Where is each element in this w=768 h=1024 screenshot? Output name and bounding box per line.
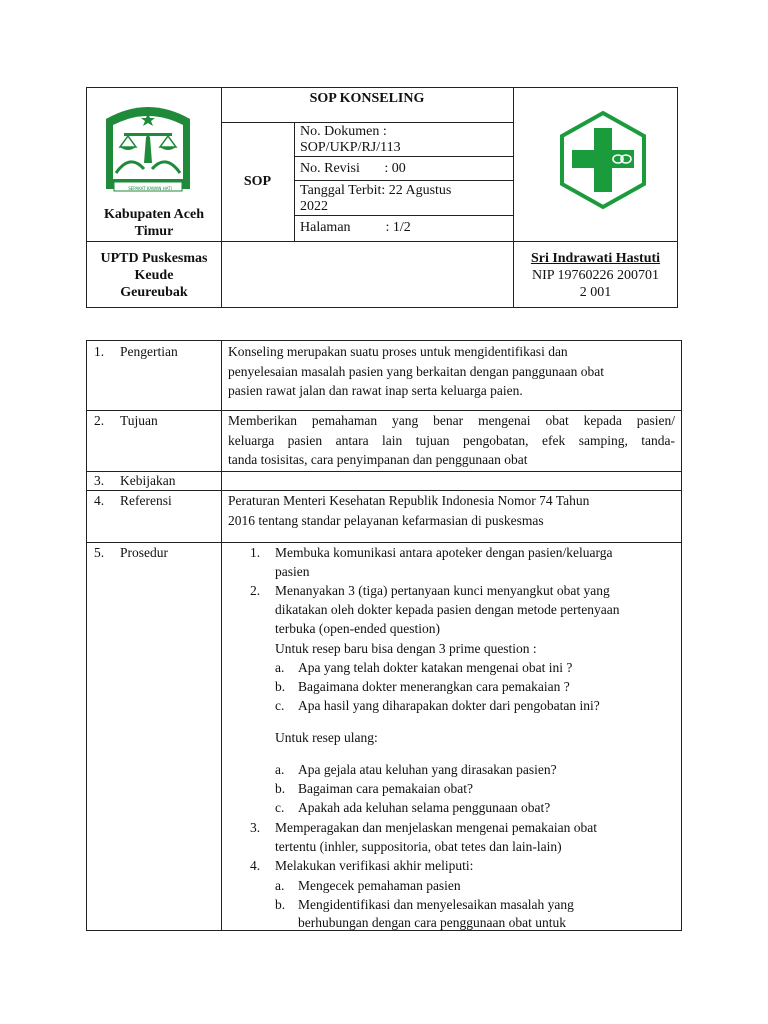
emblem-banner-text: SEPAKAT KAWAN HATI (128, 186, 172, 191)
repeat-rx-intro: Untuk resep ulang: (275, 730, 378, 745)
section-label-prosedur: Prosedur (120, 545, 168, 560)
header-table (86, 87, 678, 308)
divider (87, 471, 681, 472)
new-rx-question: Bagaimana dokter menerangkan cara pemakaian ? (298, 679, 570, 694)
unit-name-line2: Keude (134, 268, 174, 283)
tujuan-text (228, 411, 675, 470)
aceh-timur-emblem-icon (100, 101, 196, 199)
step-1-line: pasien (275, 564, 310, 579)
verify-item: berhubungan dengan cara penggunaan obat untuk (298, 915, 567, 930)
text-line: pasien rawat jalan dan rawat inap serta keluarga paien. (228, 383, 523, 398)
item-letter: a. (275, 762, 285, 777)
issue-date: Tanggal Terbit: 22 Agustus (300, 183, 452, 198)
unit-name-line1: UPTD Puskesmas (100, 251, 208, 266)
step-2-line: Menanyakan 3 (tiga) pertanyaan kunci menyangkut obat yang (275, 583, 610, 598)
divider (294, 180, 513, 181)
new-rx-question: Apa yang telah dokter katakan mengenai obat ini ? (298, 660, 573, 675)
page-number: Halaman : 1/2 (300, 220, 411, 235)
section-label-referensi: Referensi (120, 493, 172, 508)
signer-nip-cont: 2 001 (579, 285, 612, 300)
pengertian-text (228, 342, 675, 401)
step-number: 1. (250, 545, 261, 560)
item-letter: b. (275, 679, 286, 694)
doc-number-label: No. Dokumen : (300, 124, 387, 139)
item-letter: b. (275, 897, 286, 912)
issue-year: 2022 (300, 199, 328, 214)
step-4-line: Melakukan verifikasi akhir meliputi: (275, 858, 474, 873)
section-number: 3. (94, 473, 105, 488)
section-number: 2. (94, 413, 105, 428)
new-rx-intro: Untuk resep baru bisa dengan 3 prime question : (275, 641, 537, 656)
item-letter: a. (275, 660, 285, 675)
signer-nip: NIP 19760226 200701 (531, 268, 660, 283)
puskesmas-logo-icon (557, 110, 649, 210)
divider (221, 341, 222, 930)
revision-number: No. Revisi : 00 (300, 161, 406, 176)
divider (87, 241, 677, 242)
step-3-line: tertentu (inhler, suppositoria, obat tetes dan lain-lain) (275, 839, 562, 854)
text-line: penyelesaian masalah pasien yang berkaitan dengan panggunaan obat (228, 363, 604, 379)
divider (294, 156, 513, 157)
section-label-tujuan: Tujuan (120, 413, 158, 428)
text-line: Peraturan Menteri Kesehatan Republik Indonesia Nomor 74 Tahun (228, 493, 590, 508)
step-3-line: Memperagakan dan menjelaskan mengenai pemakaian obat (275, 820, 597, 835)
step-2-line: terbuka (open-ended question) (275, 621, 440, 636)
sop-content-table (86, 340, 682, 931)
unit-name-line3: Geureubak (120, 285, 188, 300)
item-letter: c. (275, 800, 285, 815)
section-number: 5. (94, 545, 105, 560)
region-name: Kabupaten Aceh Timur (104, 207, 204, 239)
step-1-line: Membuka komunikasi antara apoteker dengan pasien/keluarga (275, 545, 613, 560)
text-line: 2016 tentang standar pelayanan kefarmasian di puskesmas (228, 512, 544, 528)
verify-item: Mengecek pemahaman pasien (298, 878, 461, 893)
repeat-rx-question: Apa gejala atau keluhan yang dirasakan pasien? (298, 762, 557, 777)
step-number: 2. (250, 583, 261, 598)
new-rx-question: Apa hasil yang diharapakan dokter dari pengobatan ini? (298, 698, 600, 713)
repeat-rx-question: Apakah ada keluhan selama penggunaan obat? (298, 800, 551, 815)
step-2-line: dikatakan oleh dokter kepada pasien dengan metode pertenyaan (275, 602, 620, 617)
document-title: SOP KONSELING (309, 91, 425, 106)
item-letter: b. (275, 781, 286, 796)
doc-number-value: SOP/UKP/RJ/113 (300, 140, 401, 155)
signer-name: Sri Indrawati Hastuti (530, 251, 661, 266)
step-number: 4. (250, 858, 261, 873)
step-number: 3. (250, 820, 261, 835)
divider (294, 122, 295, 241)
referensi-text (228, 491, 675, 530)
text-line: tanda tosisitas, cara penyimpanan dan penggunaan obat (228, 452, 528, 467)
sop-label: SOP (243, 174, 272, 189)
section-label-kebijakan: Kebijakan (120, 473, 176, 488)
divider (221, 88, 222, 307)
item-letter: a. (275, 878, 285, 893)
text-line: keluarga pasien antara lain tujuan pengobatan, efek samping, tanda- (228, 432, 675, 448)
section-number: 4. (94, 493, 105, 508)
section-label-pengertian: Pengertian (120, 344, 178, 359)
text-line: Konseling merupakan suatu proses untuk mengidentifikasi dan (228, 344, 568, 359)
repeat-rx-question: Bagaiman cara pemakaian obat? (298, 781, 474, 796)
text-line: Memberikan pemahaman yang benar mengenai obat kepada pasien/ (228, 413, 675, 428)
item-letter: c. (275, 698, 285, 713)
section-number: 1. (94, 344, 105, 359)
verify-item: Mengidentifikasi dan menyelesaikan masalah yang (298, 897, 574, 912)
divider (294, 215, 513, 216)
